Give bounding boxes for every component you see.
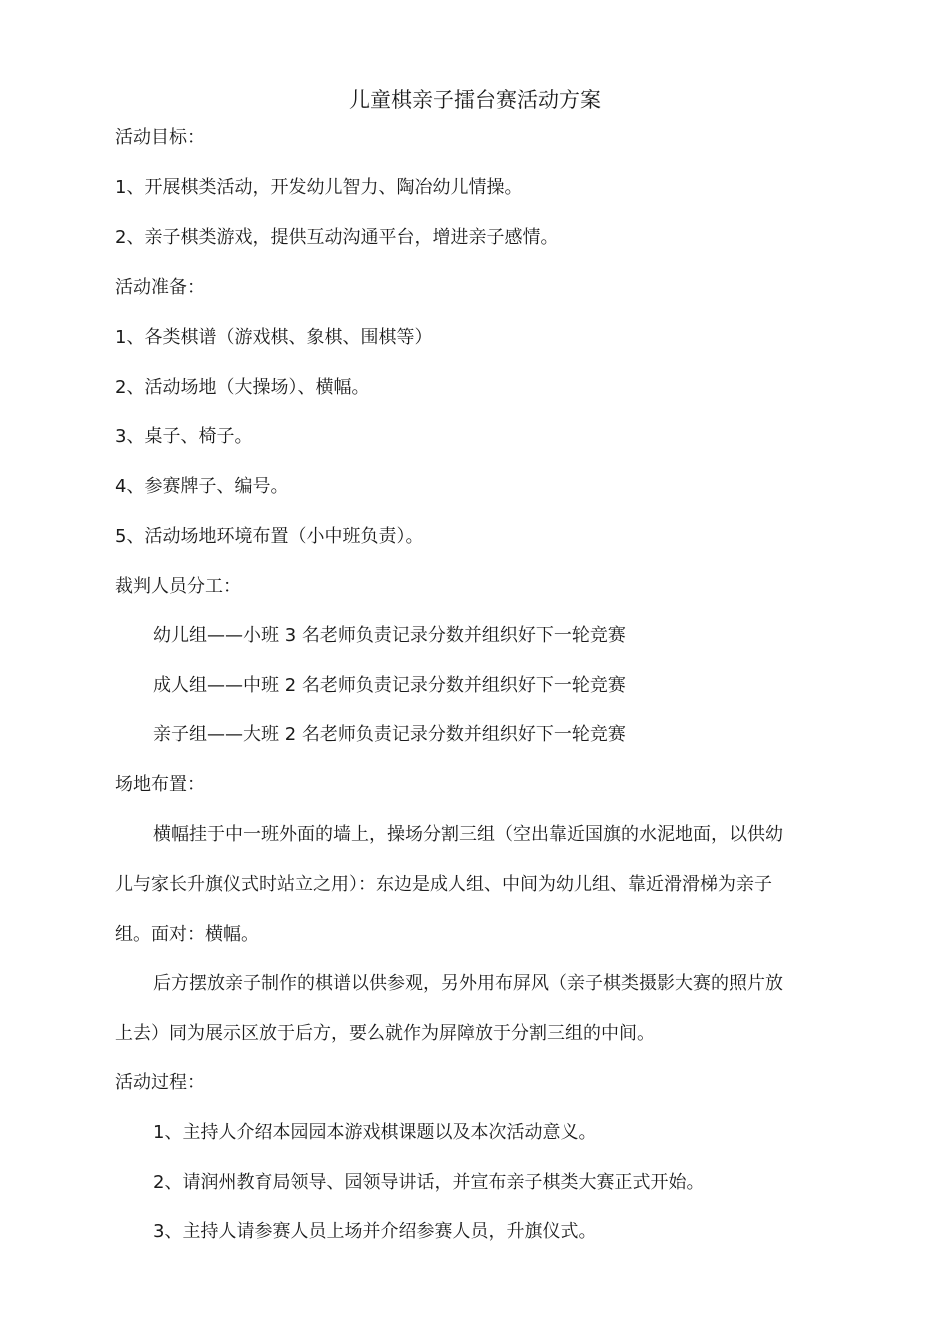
process-item-1: 1、主持人介绍本园园本游戏棋课题以及本次活动意义。 — [153, 1122, 597, 1143]
venue-para1-line-1: 横幅挂于中一班外面的墙上，操场分割三组（空出靠近国旗的水泥地面，以供幼 — [153, 824, 783, 845]
judges-item-2: 成人组——中班 2 名老师负责记录分数并组织好下一轮竞赛 — [153, 675, 626, 696]
judges-heading: 裁判人员分工： — [115, 576, 241, 597]
process-item-3: 3、主持人请参赛人员上场并介绍参赛人员，升旗仪式。 — [153, 1221, 597, 1242]
prep-item-2: 2、活动场地（大操场）、横幅。 — [115, 377, 370, 398]
venue-para2-line-1: 后方摆放亲子制作的棋谱以供参观，另外用布屏风（亲子棋类摄影大赛的照片放 — [153, 973, 783, 994]
goal-item-1: 1、开展棋类活动，开发幼儿智力、陶冶幼儿情操。 — [115, 177, 523, 198]
prep-heading: 活动准备： — [115, 277, 205, 298]
process-item-2: 2、请润州教育局领导、园领导讲话，并宣布亲子棋类大赛正式开始。 — [153, 1172, 705, 1193]
venue-heading: 场地布置： — [115, 774, 205, 795]
prep-item-4: 4、参赛牌子、编号。 — [115, 476, 289, 497]
goal-heading: 活动目标： — [115, 127, 205, 148]
prep-item-5: 5、活动场地环境布置（小中班负责）。 — [115, 526, 424, 547]
judges-item-1: 幼儿组——小班 3 名老师负责记录分数并组织好下一轮竞赛 — [153, 625, 626, 646]
process-heading: 活动过程： — [115, 1072, 205, 1093]
prep-item-3: 3、桌子、椅子。 — [115, 426, 253, 447]
prep-item-1: 1、各类棋谱（游戏棋、象棋、围棋等） — [115, 327, 433, 348]
goal-item-2: 2、亲子棋类游戏，提供互动沟通平台，增进亲子感情。 — [115, 227, 559, 248]
venue-para1-line-2: 儿与家长升旗仪式时站立之用）：东边是成人组、中间为幼儿组、靠近滑滑梯为亲子 — [115, 874, 772, 895]
judges-item-3: 亲子组——大班 2 名老师负责记录分数并组织好下一轮竞赛 — [153, 724, 626, 745]
venue-para2-line-2: 上去）同为展示区放于后方，要么就作为屏障放于分割三组的中间。 — [115, 1023, 655, 1044]
venue-para1-line-3: 组。面对：横幅。 — [115, 924, 259, 945]
document-title: 儿童棋亲子擂台赛活动方案 — [349, 88, 601, 112]
